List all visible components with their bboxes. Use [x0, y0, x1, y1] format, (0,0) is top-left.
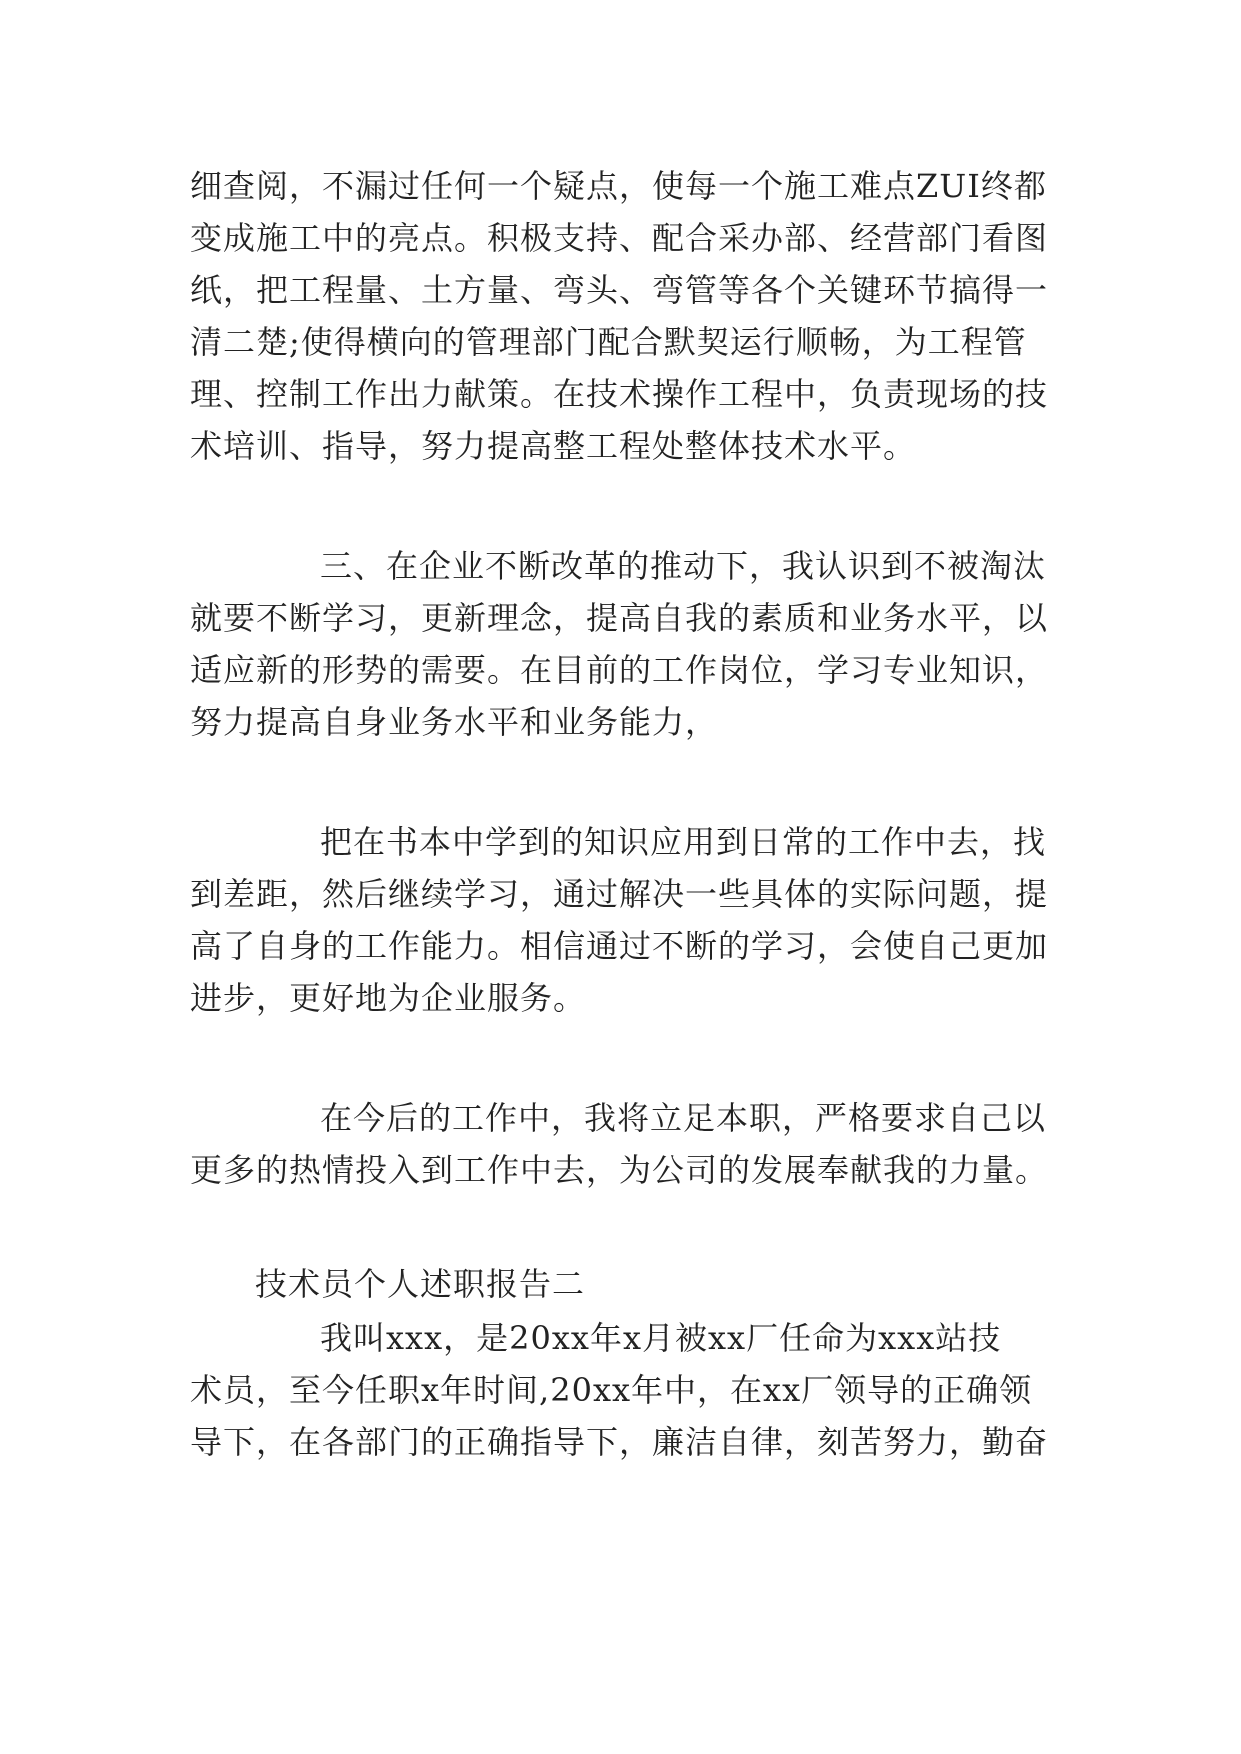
- paragraph-4-line-1: 在今后的工作中，我将立足本职，严格要求自己以: [320, 1099, 1047, 1137]
- section-title: 技术员个人述职报告二: [255, 1265, 586, 1303]
- paragraph-2-line-1: 三、在企业不断改革的推动下，我认识到不被淘汰: [320, 547, 1047, 585]
- paragraph-1-line-1: 细查阅，不漏过任何一个疑点，使每一个施工难点ZUI终都: [190, 167, 1047, 205]
- paragraph-1-line-4: 清二楚;使得横向的管理部门配合默契运行顺畅，为工程管: [190, 323, 1027, 361]
- paragraph-2-line-2: 就要不断学习，更新理念，提高自我的素质和业务水平，以: [190, 599, 1049, 637]
- paragraph-3-line-2: 到差距，然后继续学习，通过解决一些具体的实际问题，提: [190, 875, 1049, 913]
- final-paragraph-line-1: 我叫xxx，是20xx年x月被xx厂任命为xxx站技: [320, 1319, 1002, 1357]
- paragraph-1-line-2: 变成施工中的亮点。积极支持、配合采办部、经营部门看图: [190, 219, 1049, 257]
- paragraph-3-line-4: 进步，更好地为企业服务。: [190, 979, 587, 1017]
- paragraph-3-line-1: 把在书本中学到的知识应用到日常的工作中去，找: [320, 823, 1047, 861]
- paragraph-3-line-3: 高了自身的工作能力。相信通过不断的学习，会使自己更加: [190, 927, 1049, 965]
- paragraph-4-line-2: 更多的热情投入到工作中去，为公司的发展奉献我的力量。: [190, 1151, 1049, 1189]
- paragraph-1-line-5: 理、控制工作出力献策。在技术操作工程中，负责现场的技: [190, 375, 1049, 413]
- final-paragraph-line-3: 导下，在各部门的正确指导下，廉洁自律，刻苦努力，勤奋: [190, 1423, 1049, 1461]
- paragraph-1-line-3: 纸，把工程量、土方量、弯头、弯管等各个关键环节搞得一: [190, 271, 1049, 309]
- paragraph-2-line-3: 适应新的形势的需要。在目前的工作岗位，学习专业知识，: [190, 651, 1049, 689]
- paragraph-1-line-6: 术培训、指导，努力提高整工程处整体技术水平。: [190, 427, 917, 465]
- paragraph-2-line-4: 努力提高自身业务水平和业务能力，: [190, 703, 719, 741]
- final-paragraph-line-2: 术员，至今任职x年时间,20xx年中，在xx厂领导的正确领: [190, 1371, 1033, 1409]
